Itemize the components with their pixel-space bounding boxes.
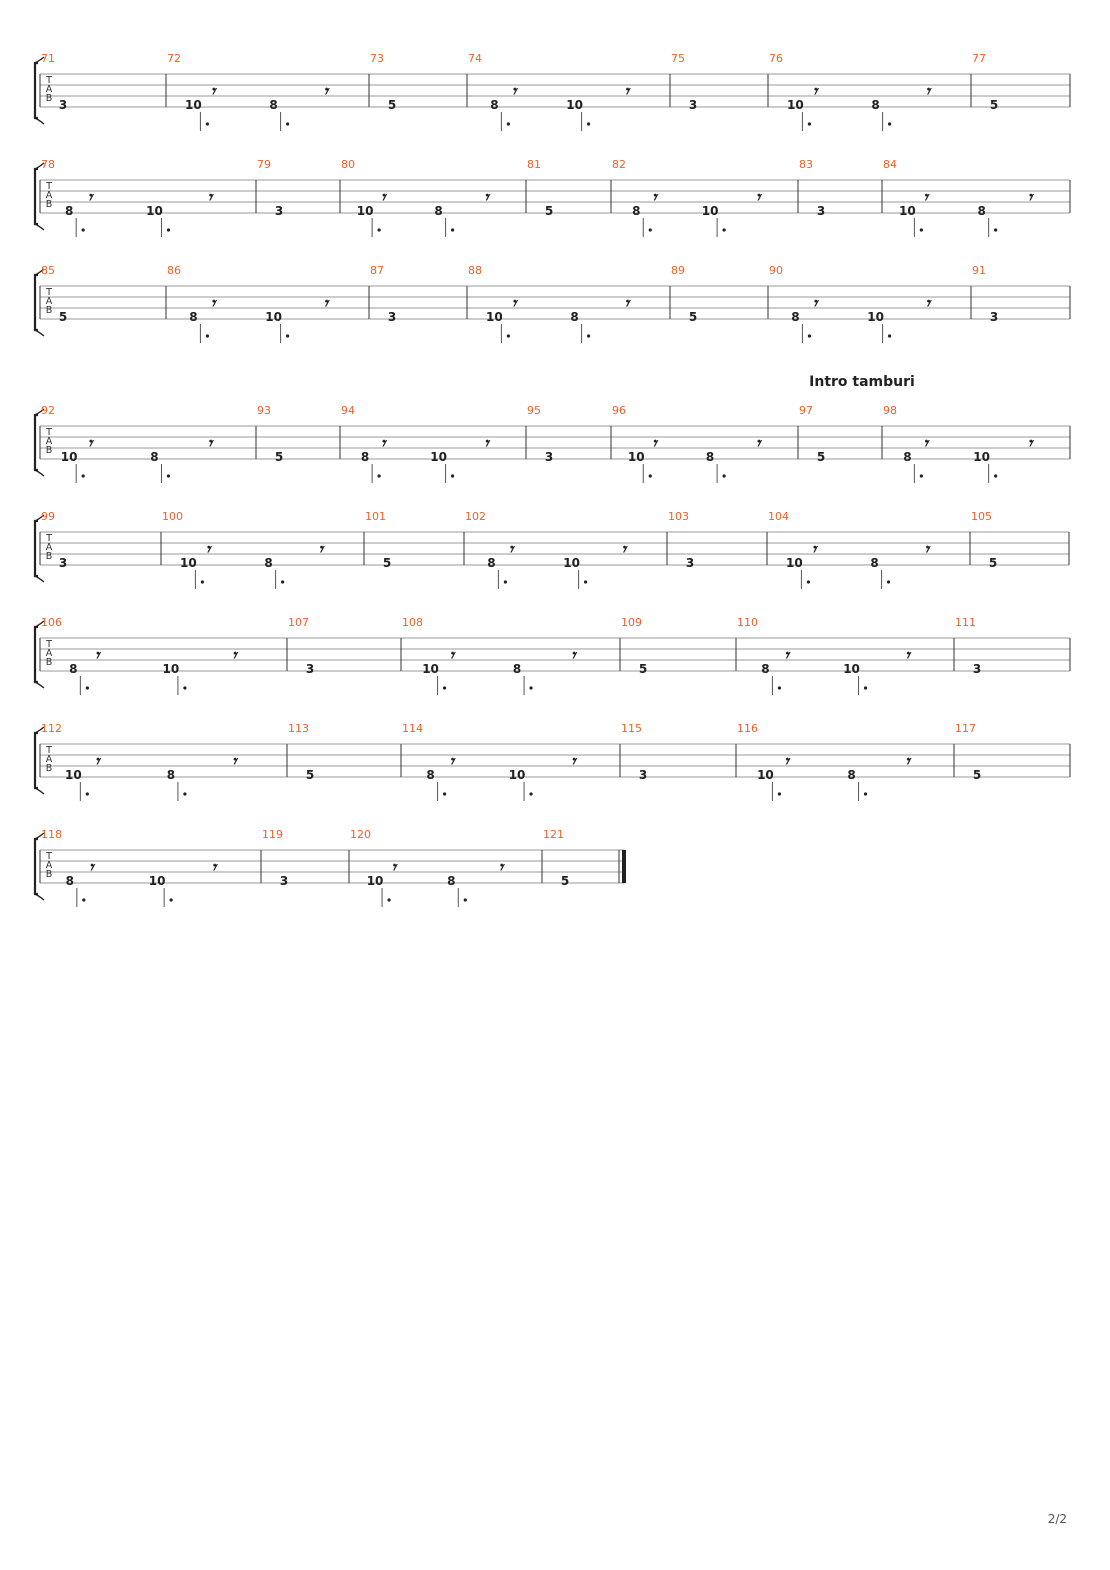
dot-augmentation — [587, 334, 590, 337]
measure-number: 82 — [612, 158, 626, 171]
eighth-rest: 𝄾 — [624, 82, 629, 102]
fret-number: 10 — [867, 310, 884, 324]
eighth-rest: 𝄾 — [483, 188, 489, 208]
measure-number: 75 — [671, 52, 685, 65]
dot-augmentation — [864, 686, 867, 689]
dot-augmentation — [994, 228, 997, 231]
measure-number: 79 — [257, 158, 271, 171]
dot-augmentation — [723, 228, 726, 231]
measure-number: 77 — [972, 52, 986, 65]
tab-clef-letter: T — [46, 75, 52, 86]
measure-number: 85 — [41, 264, 55, 277]
measure-number: 103 — [668, 510, 689, 523]
fret-number: 8 — [512, 662, 522, 676]
fret-number: 5 — [972, 768, 982, 782]
tab-clef-letter: B — [45, 763, 53, 774]
eighth-rest: 𝄾 — [205, 540, 210, 560]
dot-augmentation — [529, 686, 532, 689]
measure-number: 90 — [769, 264, 783, 277]
tab-clef-letter: A — [45, 84, 53, 95]
measure-number: 78 — [41, 158, 55, 171]
dot-augmentation — [994, 474, 997, 477]
eighth-rest: 𝄾 — [498, 858, 503, 878]
dot-augmentation — [723, 474, 726, 477]
fret-number: 3 — [972, 662, 982, 676]
tab-clef-letter: B — [45, 199, 53, 210]
dot-augmentation — [864, 792, 867, 795]
fret-number: 10 — [486, 310, 503, 324]
dot-augmentation — [920, 474, 923, 477]
measure-number: 99 — [41, 510, 55, 523]
dot-augmentation — [888, 122, 891, 125]
dot-augmentation — [451, 228, 454, 231]
dot-augmentation — [201, 580, 204, 583]
fret-number: 8 — [360, 450, 370, 464]
eighth-rest: 𝄾 — [87, 434, 92, 454]
eighth-rest: 𝄾 — [511, 82, 516, 102]
eighth-rest: 𝄾 — [211, 858, 216, 878]
tab-clef-letter: A — [45, 190, 53, 201]
fret-number: 8 — [871, 98, 880, 112]
tab-clef-letter: A — [45, 754, 53, 765]
measure-number: 118 — [41, 828, 62, 841]
eighth-rest: 𝄾 — [508, 540, 513, 560]
fret-number: 8 — [166, 768, 176, 782]
measure-number: 71 — [41, 52, 55, 65]
fret-number: 10 — [566, 98, 583, 112]
dot-augmentation — [82, 474, 85, 477]
dot-augmentation — [82, 228, 85, 231]
tab-clef-letter: A — [45, 436, 53, 447]
eighth-rest: 𝄾 — [570, 752, 576, 772]
eighth-rest: 𝄾 — [755, 434, 761, 454]
system-bracket — [35, 733, 38, 788]
tab-clef-letter: T — [46, 745, 52, 756]
fret-number: 5 — [988, 556, 998, 570]
dot-augmentation — [920, 228, 923, 231]
measure-number: 96 — [612, 404, 626, 417]
fret-number: 8 — [434, 204, 443, 218]
fret-number: 8 — [447, 874, 456, 888]
fret-number: 8 — [487, 556, 496, 570]
fret-number: 3 — [58, 556, 68, 570]
eighth-rest: 𝄾 — [783, 752, 789, 772]
page-number: 2/2 — [1047, 1512, 1067, 1526]
eighth-rest: 𝄾 — [207, 188, 212, 208]
dot-augmentation — [807, 580, 810, 583]
eighth-rest: 𝄾 — [812, 82, 817, 102]
fret-number: 3 — [638, 768, 648, 782]
measure-number: 72 — [167, 52, 181, 65]
bracket-hook-bottom — [35, 682, 44, 688]
fret-number: 3 — [58, 98, 68, 112]
tab-clef-letter: B — [45, 551, 53, 562]
eighth-rest: 𝄾 — [811, 540, 816, 560]
dot-augmentation — [587, 122, 590, 125]
fret-number: 8 — [150, 450, 159, 464]
tab-clef-letter: B — [45, 445, 53, 456]
eighth-rest: 𝄾 — [323, 82, 328, 102]
fret-number: 8 — [269, 98, 278, 112]
bracket-hook-bottom — [35, 788, 44, 794]
measure-number: 81 — [527, 158, 541, 171]
measure-number: 95 — [527, 404, 541, 417]
fret-number: 10 — [64, 768, 82, 782]
dot-augmentation — [206, 122, 209, 125]
fret-number: 3 — [989, 310, 999, 324]
eighth-rest: 𝄾 — [904, 752, 910, 772]
fret-number: 10 — [265, 310, 282, 324]
fret-number: 8 — [65, 874, 75, 888]
dot-augmentation — [183, 686, 186, 689]
fret-number: 5 — [305, 768, 315, 782]
eighth-rest: 𝄾 — [511, 294, 516, 314]
fret-number: 8 — [490, 98, 499, 112]
eighth-rest: 𝄾 — [94, 646, 100, 666]
measure-number: 89 — [671, 264, 685, 277]
fret-number: 5 — [58, 310, 68, 324]
tab-clef-letter: T — [46, 427, 52, 438]
fret-number: 8 — [977, 204, 986, 218]
fret-number: 5 — [544, 204, 554, 218]
fret-number: 8 — [761, 662, 770, 676]
measure-number: 104 — [768, 510, 789, 523]
final-barline-thick — [622, 850, 626, 883]
system-bracket — [35, 627, 38, 682]
dot-augmentation — [443, 686, 446, 689]
fret-number: 3 — [544, 450, 554, 464]
fret-number: 10 — [162, 662, 180, 676]
dot-augmentation — [808, 122, 811, 125]
measure-number: 92 — [41, 404, 55, 417]
dot-augmentation — [86, 792, 89, 795]
measure-number: 112 — [41, 722, 62, 735]
eighth-rest: 𝄾 — [449, 646, 454, 666]
eighth-rest: 𝄾 — [570, 646, 576, 666]
measure-number: 100 — [162, 510, 183, 523]
fret-number: 8 — [264, 556, 273, 570]
dot-augmentation — [443, 792, 446, 795]
fret-number: 10 — [185, 98, 202, 112]
dot-augmentation — [206, 334, 209, 337]
fret-number: 8 — [903, 450, 912, 464]
fret-number: 10 — [786, 556, 803, 570]
fret-number: 10 — [148, 874, 166, 888]
fret-number: 5 — [387, 98, 397, 112]
tab-clef-letter: T — [46, 533, 52, 544]
eighth-rest: 𝄾 — [380, 188, 386, 208]
fret-number: 5 — [382, 556, 392, 570]
dot-augmentation — [504, 580, 507, 583]
measure-number: 114 — [402, 722, 423, 735]
measure-number: 102 — [465, 510, 486, 523]
eighth-rest: 𝄾 — [1027, 188, 1032, 208]
eighth-rest: 𝄾 — [318, 540, 323, 560]
measure-number: 105 — [971, 510, 992, 523]
tab-clef-letter: T — [46, 851, 52, 862]
eighth-rest: 𝄾 — [651, 188, 657, 208]
tab-clef-letter: A — [45, 860, 53, 871]
eighth-rest: 𝄾 — [207, 434, 212, 454]
fret-number: 8 — [847, 768, 856, 782]
dot-augmentation — [451, 474, 454, 477]
eighth-rest: 𝄾 — [483, 434, 489, 454]
bracket-hook-bottom — [35, 330, 44, 336]
measure-number: 80 — [341, 158, 355, 171]
eighth-rest: 𝄾 — [88, 858, 94, 878]
fret-number: 3 — [387, 310, 397, 324]
dot-augmentation — [808, 334, 811, 337]
eighth-rest: 𝄾 — [1027, 434, 1032, 454]
fret-number: 3 — [685, 556, 695, 570]
eighth-rest: 𝄾 — [380, 434, 386, 454]
eighth-rest: 𝄾 — [924, 540, 929, 560]
system-bracket — [35, 169, 38, 224]
dot-augmentation — [286, 334, 289, 337]
measure-number: 119 — [262, 828, 283, 841]
eighth-rest: 𝄾 — [87, 188, 92, 208]
fret-number: 10 — [843, 662, 860, 676]
fret-number: 10 — [430, 450, 447, 464]
dot-augmentation — [649, 228, 652, 231]
eighth-rest: 𝄾 — [922, 434, 928, 454]
measure-number: 121 — [543, 828, 564, 841]
tab-clef-letter: A — [45, 542, 53, 553]
fret-number: 3 — [274, 204, 284, 218]
bracket-hook-bottom — [35, 894, 44, 900]
fret-number: 10 — [563, 556, 580, 570]
measure-number: 74 — [468, 52, 482, 65]
eighth-rest: 𝄾 — [231, 752, 237, 772]
fret-number: 8 — [870, 556, 879, 570]
measure-number: 108 — [402, 616, 423, 629]
tab-clef-letter: T — [46, 181, 52, 192]
tab-clef-letter: B — [45, 869, 53, 880]
eighth-rest: 𝄾 — [925, 82, 930, 102]
fret-number: 10 — [146, 204, 163, 218]
dot-augmentation — [167, 228, 170, 231]
dot-augmentation — [167, 474, 170, 477]
fret-number: 5 — [638, 662, 648, 676]
fret-number: 10 — [701, 204, 719, 218]
tab-clef-letter: B — [45, 93, 53, 104]
eighth-rest: 𝄾 — [94, 752, 100, 772]
eighth-rest: 𝄾 — [922, 188, 928, 208]
measure-number: 97 — [799, 404, 813, 417]
fret-number: 8 — [69, 662, 78, 676]
fret-number: 10 — [787, 98, 804, 112]
bracket-hook-bottom — [35, 118, 44, 124]
measure-number: 91 — [972, 264, 986, 277]
measure-number: 86 — [167, 264, 181, 277]
measure-number: 101 — [365, 510, 386, 523]
dot-augmentation — [507, 334, 510, 337]
measure-number: 84 — [883, 158, 897, 171]
system-bracket — [35, 63, 38, 118]
fret-number: 10 — [422, 662, 439, 676]
measure-number: 83 — [799, 158, 813, 171]
eighth-rest: 𝄾 — [323, 294, 328, 314]
measure-number: 94 — [341, 404, 355, 417]
eighth-rest: 𝄾 — [210, 82, 215, 102]
fret-number: 5 — [816, 450, 826, 464]
bracket-hook-bottom — [35, 224, 44, 230]
eighth-rest: 𝄾 — [231, 646, 237, 666]
measure-number: 73 — [370, 52, 384, 65]
measure-number: 109 — [621, 616, 642, 629]
measure-number: 113 — [288, 722, 309, 735]
tab-clef-letter: T — [46, 639, 52, 650]
measure-number: 107 — [288, 616, 309, 629]
measure-number: 93 — [257, 404, 271, 417]
dot-augmentation — [378, 228, 381, 231]
fret-number: 5 — [560, 874, 570, 888]
eighth-rest: 𝄾 — [783, 646, 789, 666]
bracket-hook-bottom — [35, 576, 44, 582]
dot-augmentation — [888, 334, 891, 337]
fret-number: 10 — [757, 768, 774, 782]
dot-augmentation — [170, 898, 173, 901]
eighth-rest: 𝄾 — [812, 294, 817, 314]
fret-number: 8 — [791, 310, 800, 324]
dot-augmentation — [387, 898, 390, 901]
eighth-rest: 𝄾 — [925, 294, 930, 314]
fret-number: 8 — [705, 450, 715, 464]
fret-number: 10 — [356, 204, 374, 218]
measure-number: 88 — [468, 264, 482, 277]
fret-number: 3 — [816, 204, 826, 218]
system-bracket — [35, 839, 38, 894]
dot-augmentation — [82, 898, 85, 901]
tab-clef-letter: A — [45, 296, 53, 307]
dot-augmentation — [86, 686, 89, 689]
measure-number: 106 — [41, 616, 62, 629]
measure-number: 98 — [883, 404, 897, 417]
measure-number: 111 — [955, 616, 976, 629]
eighth-rest: 𝄾 — [210, 294, 215, 314]
dot-augmentation — [778, 792, 781, 795]
section-label: Intro tamburi — [809, 374, 915, 390]
dot-augmentation — [507, 122, 510, 125]
tab-clef-letter: A — [45, 648, 53, 659]
fret-number: 10 — [60, 450, 78, 464]
dot-augmentation — [778, 686, 781, 689]
measure-number: 115 — [621, 722, 642, 735]
tab-clef-letter: T — [46, 287, 52, 298]
dot-augmentation — [286, 122, 289, 125]
tab-clef-letter: B — [45, 657, 53, 668]
fret-number: 8 — [570, 310, 579, 324]
fret-number: 3 — [688, 98, 698, 112]
dot-augmentation — [887, 580, 890, 583]
dot-augmentation — [378, 474, 381, 477]
eighth-rest: 𝄾 — [624, 294, 629, 314]
measure-number: 76 — [769, 52, 783, 65]
fret-number: 3 — [305, 662, 315, 676]
system-bracket — [35, 521, 38, 576]
eighth-rest: 𝄾 — [621, 540, 626, 560]
system-bracket — [35, 415, 38, 470]
fret-number: 5 — [274, 450, 284, 464]
measure-number: 110 — [737, 616, 758, 629]
fret-number: 10 — [366, 874, 384, 888]
dot-augmentation — [649, 474, 652, 477]
tab-clef-letter: B — [45, 305, 53, 316]
fret-number: 8 — [189, 310, 198, 324]
bracket-hook-bottom — [35, 470, 44, 476]
eighth-rest: 𝄾 — [904, 646, 910, 666]
fret-number: 3 — [279, 874, 289, 888]
fret-number: 8 — [64, 204, 74, 218]
eighth-rest: 𝄾 — [391, 858, 396, 878]
eighth-rest: 𝄾 — [449, 752, 454, 772]
fret-number: 8 — [632, 204, 641, 218]
measure-number: 116 — [737, 722, 758, 735]
fret-number: 10 — [180, 556, 197, 570]
fret-number: 5 — [688, 310, 698, 324]
fret-number: 10 — [973, 450, 990, 464]
dot-augmentation — [281, 580, 284, 583]
system-bracket — [35, 275, 38, 330]
dot-augmentation — [584, 580, 587, 583]
eighth-rest: 𝄾 — [755, 188, 761, 208]
fret-number: 10 — [627, 450, 645, 464]
dot-augmentation — [183, 792, 186, 795]
fret-number: 8 — [426, 768, 435, 782]
measure-number: 87 — [370, 264, 384, 277]
fret-number: 10 — [508, 768, 526, 782]
dot-augmentation — [529, 792, 532, 795]
fret-number: 10 — [899, 204, 916, 218]
measure-number: 117 — [955, 722, 976, 735]
dot-augmentation — [464, 898, 467, 901]
eighth-rest: 𝄾 — [651, 434, 657, 454]
measure-number: 120 — [350, 828, 371, 841]
fret-number: 5 — [989, 98, 999, 112]
